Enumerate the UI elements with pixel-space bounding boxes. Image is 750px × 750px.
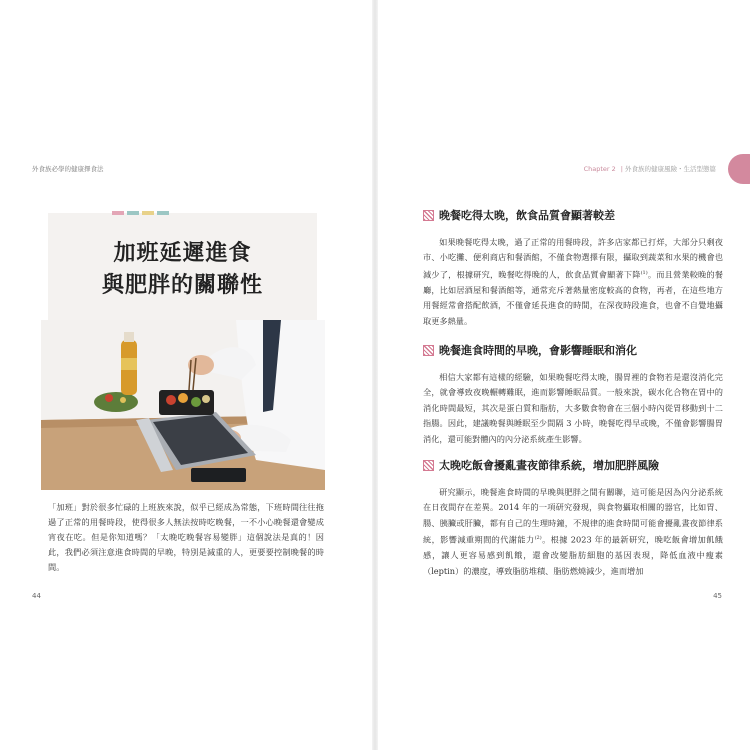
section-3 xyxy=(423,457,723,579)
section-heading xyxy=(423,207,723,223)
deco-bar-pink xyxy=(112,211,124,215)
section-body-text: 如果晚餐吃得太晚，過了正常的用餐時段，許多店家都已打烊，大部分只剩夜市、小吃攤、便利商店和餐酒館，不僅食物選擇有限，攝取到蔬菜和水果的機會也減少了，根據研究，晚餐吃得晚的人，飲食品質會顯著下降 xyxy=(423,237,723,280)
section-heading xyxy=(423,457,723,473)
section-body xyxy=(423,235,723,329)
section-heading-text: 晚餐吃得太晚，飲食品質會顯著較差 xyxy=(439,209,615,222)
deco-bar-yellow xyxy=(142,211,154,215)
running-header xyxy=(584,164,716,173)
section-body-text-cont: 。根據 2023 年的最新研究，晚吃飯會增加飢餓感，讓人更容易感到飢餓，還會改變脂肪細胞的基因表現，降低血液中瘦素（leptin）的濃度，導致脂肪堆積、脂肪燃燒減少，進而增加 xyxy=(423,534,723,576)
section-body-text: 相信大家都有這樣的經驗，如果晚餐吃得太晚，腸胃裡的食物若是還沒消化完全，就會導致夜晚輾轉難眠，進而影響睡眠品質。一般來說，碳水化合物在胃中的消化時間最短，其次是蛋白質和脂肪，大多數食物會在三個小時內從胃移動到十二指腸。因此，建議晚餐與睡眠至少間隔 3 小時，晚餐吃得早或晚，不僅會影響腸胃消化，還可能對體內的內分泌系統產生影響。 xyxy=(423,372,723,444)
citation: (2) xyxy=(534,535,542,542)
hatched-square-icon xyxy=(423,345,434,356)
title-decoration xyxy=(112,205,252,221)
photo-illustration xyxy=(41,320,325,490)
page-number: 45 xyxy=(713,592,722,600)
section-2 xyxy=(423,342,723,447)
title-panel xyxy=(48,213,317,321)
section-heading xyxy=(423,342,723,358)
section-body xyxy=(423,370,723,447)
section-1 xyxy=(423,207,723,329)
deco-bar-teal xyxy=(127,211,139,215)
hatched-square-icon xyxy=(423,460,434,471)
page-number: 44 xyxy=(32,592,41,600)
section-heading-text: 太晚吃飯會擾亂晝夜節律系統，增加肥胖風險 xyxy=(439,459,659,472)
section-heading-text: 晚餐進食時間的早晚，會影響睡眠和消化 xyxy=(439,344,637,357)
chapter-tab xyxy=(728,154,750,184)
citation: (1) xyxy=(640,269,648,276)
section-body-text: 研究顯示，晚餐進食時間的早晚與肥胖之間有關聯，這可能是因為內分泌系統在日夜間存在差異。2014 年的一項研究發現，與食物攝取相關的器官，比如胃、腸、胰臟或肝臟，都有自己的生理時鐘，不規律的進食時間可能會擾亂晝夜節律系統，影響減重期間的代謝能力 xyxy=(423,487,723,545)
chapter-title-line-1: 加班延遲進食 xyxy=(113,241,252,266)
chapter-label: Chapter 2 xyxy=(583,165,616,173)
hatched-square-icon xyxy=(423,210,434,221)
running-header: 外食族必學的健康擇食法 xyxy=(32,165,104,173)
office-worker-photo xyxy=(41,320,325,490)
chapter-title: 外食族的健康風險・生活型態篇 xyxy=(625,165,716,173)
section-body-text-cont: 。而且營業較晚的餐廳，比如居酒屋和餐酒館等，通常充斥著熱量密度較高的食物，再者，在這些地方用餐經常會搭配飲酒，不僅會延長進食的時間，在深夜時段進食，也會不自覺地攝取更多熱量。 xyxy=(423,269,723,326)
chapter-title-line-2: 與肥胖的關聯性 xyxy=(101,273,263,298)
section-body xyxy=(423,485,723,579)
header-separator: | xyxy=(620,165,623,173)
intro-paragraph: 「加班」對於很多忙碌的上班族來說，似乎已經成為常態，下班時間往往拖過了正常的用餐時段，使得很多人無法按時吃晚餐，一不小心晚餐還會變成宵夜在吃。但是你知道嗎？「太晚吃晚餐容易變胖」這個說法是真的！因此，我們必須注意進食時間的早晚，特別是減重的人，更要要控制晚餐的時間。 xyxy=(48,502,324,572)
deco-bar-teal-2 xyxy=(157,211,169,215)
